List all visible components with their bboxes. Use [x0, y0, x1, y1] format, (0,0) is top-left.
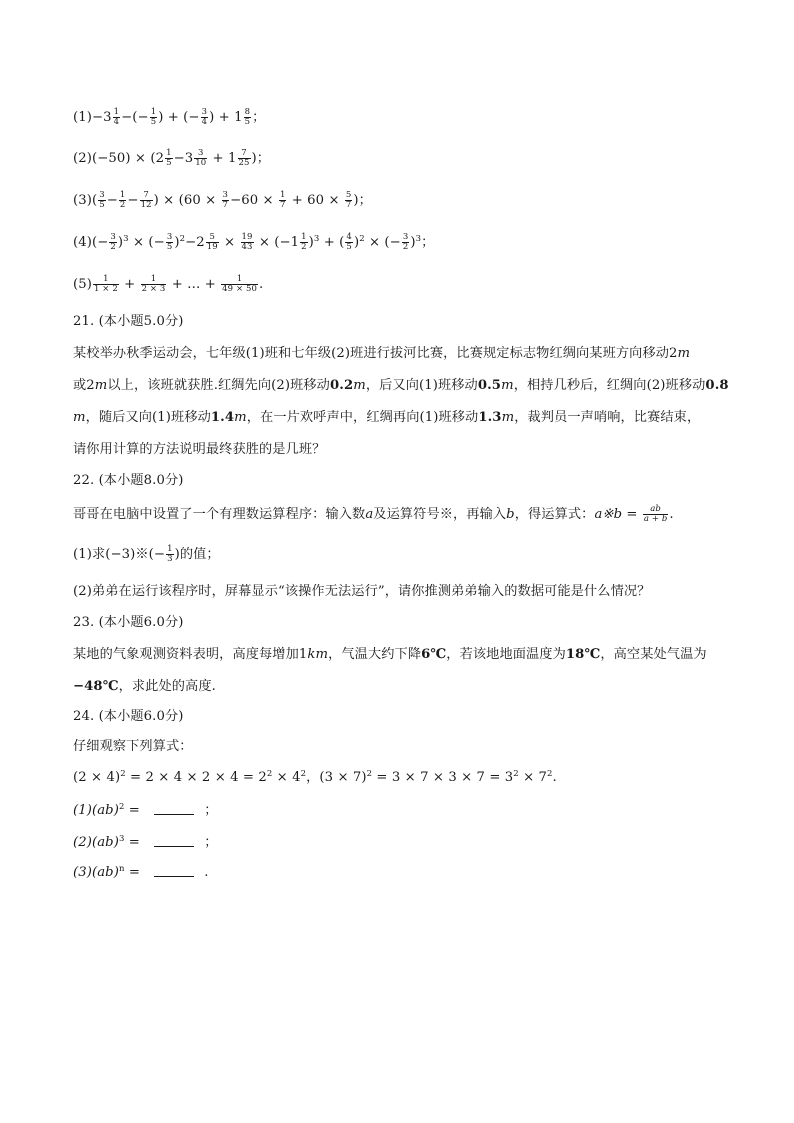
- q21-heading: 21. (本小题5.0分): [73, 314, 184, 329]
- answer-blank-1[interactable]: [154, 802, 194, 815]
- q22-heading: 22. (本小题8.0分): [73, 473, 184, 488]
- q21-line-3: m，随后又向(1)班移动1.4m，在一片欢呼声中，红绸再向(1)班移动1.3m，裁判员一声哨响，比赛结束，: [73, 410, 701, 425]
- q23-line-2: −48℃，求此处的高度.: [73, 679, 216, 694]
- calc-item-1: (1)−3 $\frac{1}{4}$ −(− $\frac{1}{5}$ ) + (− $\frac{3}{4}$ ) + 1 $\frac{8}{5}$ ；: [73, 107, 266, 127]
- q21-line-4: 请你用计算的方法说明最终获胜的是几班？: [73, 442, 326, 457]
- calc-item-3: (3)( $\frac{3}{5}$ − $\frac{1}{2}$ − $\frac{7}{12}$ ) × (60 × $\frac{3}{7}$ −60 × $\frac{1}{7}$ + 60 × $\frac{5}{7}$ )；: [73, 190, 372, 210]
- q22-line-1: 哥哥在电脑中设置了一个有理数运算程序：输入数a及运算符号※，再输入b，得运算式：a※b = $\frac{ab}{a + b}$ .: [73, 504, 674, 524]
- q21-line-2: 或2m以上，该班就获胜.红绸先向(2)班移动0.2m，后又向(1)班移动0.5m，相持几秒后，红绸向(2)班移动0.8: [73, 378, 729, 393]
- calc-item-2: (2)(−50) × (2 $\frac{1}{5}$ −3 $\frac{3}{10}$ + 1 $\frac{7}{25}$ )；: [73, 148, 271, 168]
- answer-blank-3[interactable]: [154, 864, 194, 877]
- q24-example: $(2 \times 4)^2 = 2 \times 4 \times 2 \times 4 = 2^2 \times 4^2$，$(3 \times 7)^2 = 3 \times 7 \times 3 \times 7 = 3^2 \times 7^2$.: [73, 769, 557, 785]
- calc-item-5: (5) $\frac{1}{1 \times 2}$ + $\frac{1}{2 \times 3}$ + … + $\frac{1}{49 \times 50}$ .: [73, 274, 264, 294]
- q22-sub-2: (2)弟弟在运行该程序时，屏幕显示“该操作无法运行”，请你推测弟弟输入的数据可能是什么情况？: [73, 584, 651, 599]
- q24-heading: 24. (本小题6.0分): [73, 709, 184, 724]
- q21-line-1: 某校举办秋季运动会，七年级(1)班和七年级(2)班进行拔河比赛，比赛规定标志物红绸向某班方向移动2m: [73, 346, 691, 361]
- q23-line-1: 某地的气象观测资料表明，高度每增加1km，气温大约下降6℃，若该地地面温度为18℃，高空某处气温为: [73, 647, 707, 662]
- q24-sub-1: (1)(ab)$^2$ = ；: [73, 802, 218, 818]
- q22-sub-1: (1)求(−3)※(− $\frac{1}{3}$ )的值；: [73, 544, 220, 564]
- q24-sub-2: (2)(ab)$^3$ = ；: [73, 834, 218, 850]
- calc-item-4: (4)(− $\frac{3}{2}$ )$^3$ × (− $\frac{3}{5}$ )$^2$−2 $\frac{5}{19}$ × $\frac{19}{43}$ × (−1 $\frac{1}{2}$ )$^3$ + ( $\frac{4}{5}$ )$^2$ × (− $\frac{3}{2}$ )$^3$；: [73, 232, 435, 252]
- q24-sub-3: (3)(ab)$^n$ = .: [73, 864, 209, 880]
- q23-heading: 23. (本小题6.0分): [73, 615, 184, 630]
- q24-intro: 仔细观察下列算式：: [73, 739, 193, 754]
- answer-blank-2[interactable]: [154, 834, 194, 847]
